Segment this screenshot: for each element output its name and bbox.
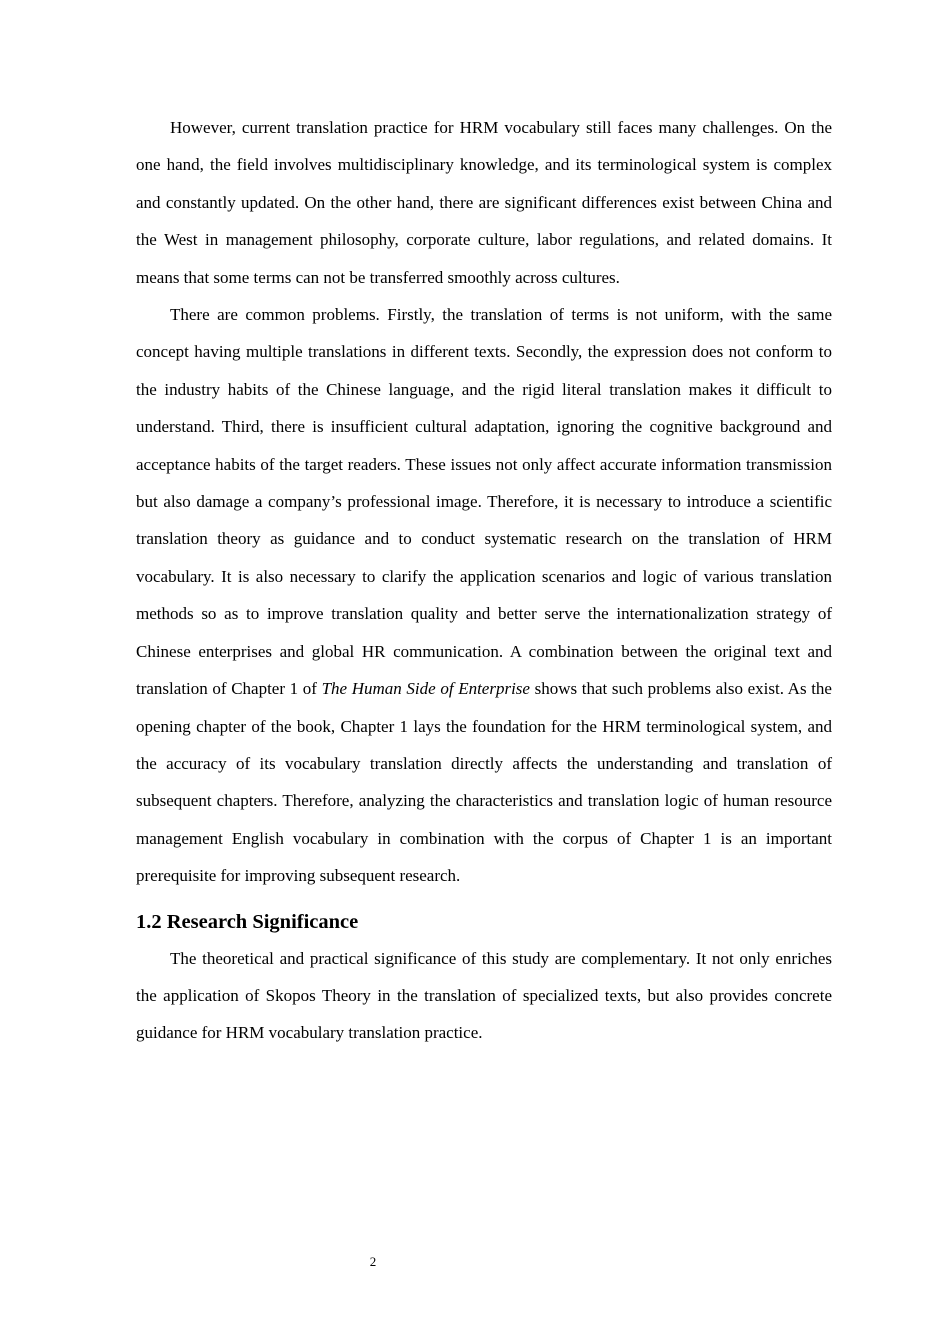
- paragraph-text: There are common problems. Firstly, the translation of terms is not uniform, with the same concept having multiple translations in different texts. Secondly, the expression does not conform to the industry habits of the Chinese language, and the rigid literal translation makes it difficult to understand. Third, there is insufficient cultural adaptation, ignoring the cognitive background and acceptance habits of the target readers. These issues not only affect accurate information transmission but also damage a company’s professional image. Therefore, it is necessary to introduce a scientific translation theory as guidance and to conduct systematic research on the translation of HRM vocabulary. It is also necessary to clarify the application scenarios and logic of various translation methods so as to improve translation quality and better serve the internationalization strategy of Chinese enterprises and global HR communication. A combination between the original text and translation of Chapter 1 of: [136, 305, 832, 699]
- body-paragraph: The theoretical and practical significance of this study are complementary. It not only enriches the application of Skopos Theory in the translation of specialized texts, but also provides concrete guidance for HRM vocabulary translation practice.: [136, 948, 832, 1043]
- section-heading: 1.2 Research Significance: [136, 910, 359, 933]
- page-body: [136, 109, 832, 1052]
- book-title: The Human Side of Enterprise: [321, 679, 530, 699]
- body-paragraph: [136, 296, 832, 895]
- paragraph-text: shows that such problems also exist. As the opening chapter of the book, Chapter 1 lays the foundation for the HRM terminological system, and the accuracy of its vocabulary translation directly affects the understanding and translation of subsequent chapters. Therefore, analyzing the characteristics and translation logic of human resource management English vocabulary in combination with the corpus of Chapter 1 is an important prerequisite for improving subsequent research.: [136, 679, 832, 886]
- body-paragraph: However, current translation practice for HRM vocabulary still faces many challenges. On the one hand, the field involves multidisciplinary knowledge, and its terminological system is complex and constantly updated. On the other hand, there are significant differences exist between China and the West in management philosophy, corporate culture, labor regulations, and related domains. It means that some terms can not be transferred smoothly across cultures.: [136, 118, 832, 287]
- page-number: 2: [369, 1254, 377, 1269]
